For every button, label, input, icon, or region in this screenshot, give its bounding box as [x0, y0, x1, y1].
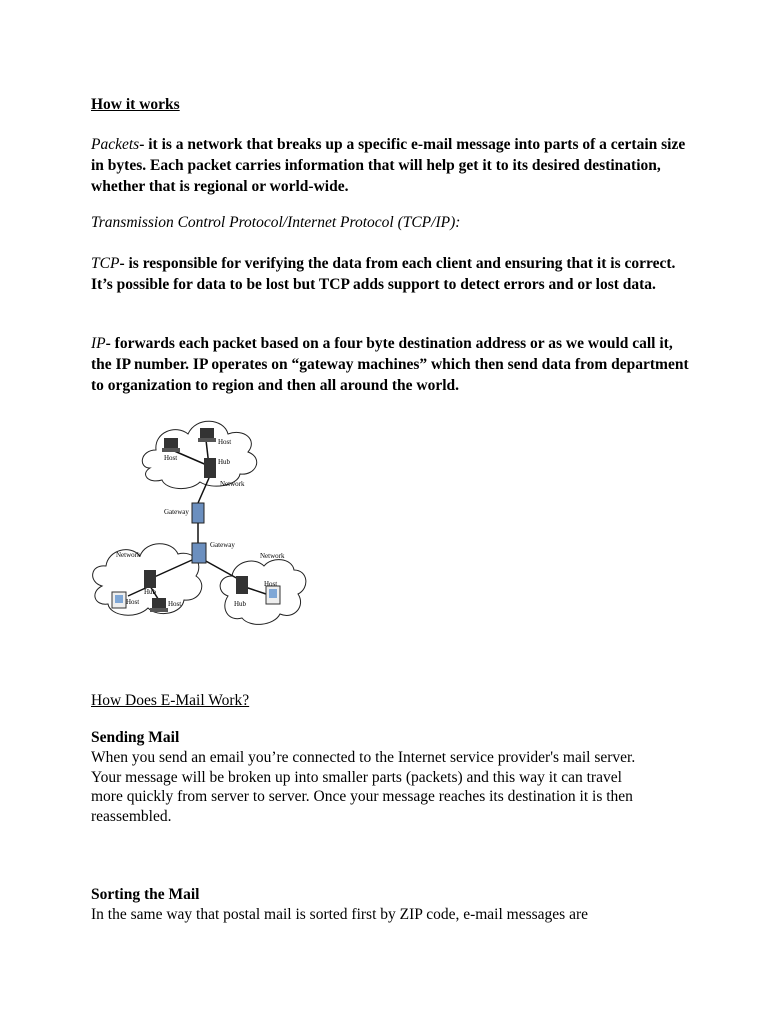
gateway-top-icon [192, 503, 204, 523]
packets-term: Packets [91, 136, 140, 153]
section-how-email-works [91, 691, 691, 711]
heading-how-it-works: How it works [91, 96, 180, 113]
hub-left-icon [144, 570, 156, 588]
label-gateway-top: Gateway [164, 508, 189, 516]
sending-mail-text: When you send an email you’re connected to the Internet service provider's mail server. Your message will be broken up into smaller parts (packets) and this way it can travel more quickly from server to server. Once your message reaches its destination it is then reassembled. [91, 749, 636, 825]
tcpip-paragraph [91, 212, 691, 233]
sending-mail-section [91, 728, 651, 826]
tcp-text: - is responsible for verifying the data from each client and ensuring that it is correct. It’s possible for data to be lost but TCP adds support to detect errors and or lost data. [91, 255, 676, 293]
cloud-top [142, 421, 256, 488]
label-network-top: Network [220, 480, 245, 488]
label-hub-left: Hub [144, 588, 157, 596]
host-left-a-icon [112, 592, 126, 608]
heading-sending-mail: Sending Mail [91, 729, 180, 746]
label-network-left: Network [116, 551, 141, 559]
label-hub-right: Hub [234, 600, 247, 608]
label-gateway-bottom: Gateway [210, 541, 235, 549]
label-host-top-a: Host [164, 454, 178, 462]
label-network-right: Network [260, 552, 285, 560]
ip-paragraph [91, 333, 691, 396]
host-right-icon [266, 586, 280, 604]
hub-right-icon [236, 576, 248, 594]
cloud-right [220, 560, 306, 625]
sorting-mail-section [91, 885, 691, 925]
sorting-mail-text: In the same way that postal mail is sorted first by ZIP code, e-mail messages are [91, 906, 589, 923]
label-host-top-b: Host [218, 438, 232, 446]
network-diagram [88, 410, 308, 635]
gateway-bottom-icon [192, 543, 206, 563]
section-how-it-works [91, 94, 691, 115]
host-top-b-icon [198, 428, 216, 442]
label-host-right: Host [264, 580, 278, 588]
tcpip-heading: Transmission Control Protocol/Internet Protocol (TCP/IP): [91, 214, 461, 231]
packets-paragraph [91, 134, 691, 197]
heading-sorting-mail: Sorting the Mail [91, 886, 200, 903]
tcp-paragraph [91, 253, 691, 295]
host-top-a-icon [162, 438, 180, 452]
tcp-term: TCP [91, 255, 120, 272]
label-host-left-b: Host [168, 600, 182, 608]
heading-how-does-email-work: How Does E-Mail Work? [91, 692, 250, 709]
label-hub-top: Hub [218, 458, 231, 466]
ip-text: - forwards each packet based on a four byte destination address or as we would call it, the IP number. IP operates on “gateway machines” which then send data from department to organization to region and then all around the world. [91, 335, 689, 394]
label-host-left-a: Host [126, 598, 140, 606]
hub-top-icon [204, 458, 216, 478]
host-left-b-icon [150, 598, 168, 612]
packets-text: - it is a network that breaks up a specific e-mail message into parts of a certain size in bytes. Each packet carries information that will help get it to its desired destination, whether that is regional or world-wide. [91, 136, 686, 195]
ip-term: IP [91, 335, 106, 352]
